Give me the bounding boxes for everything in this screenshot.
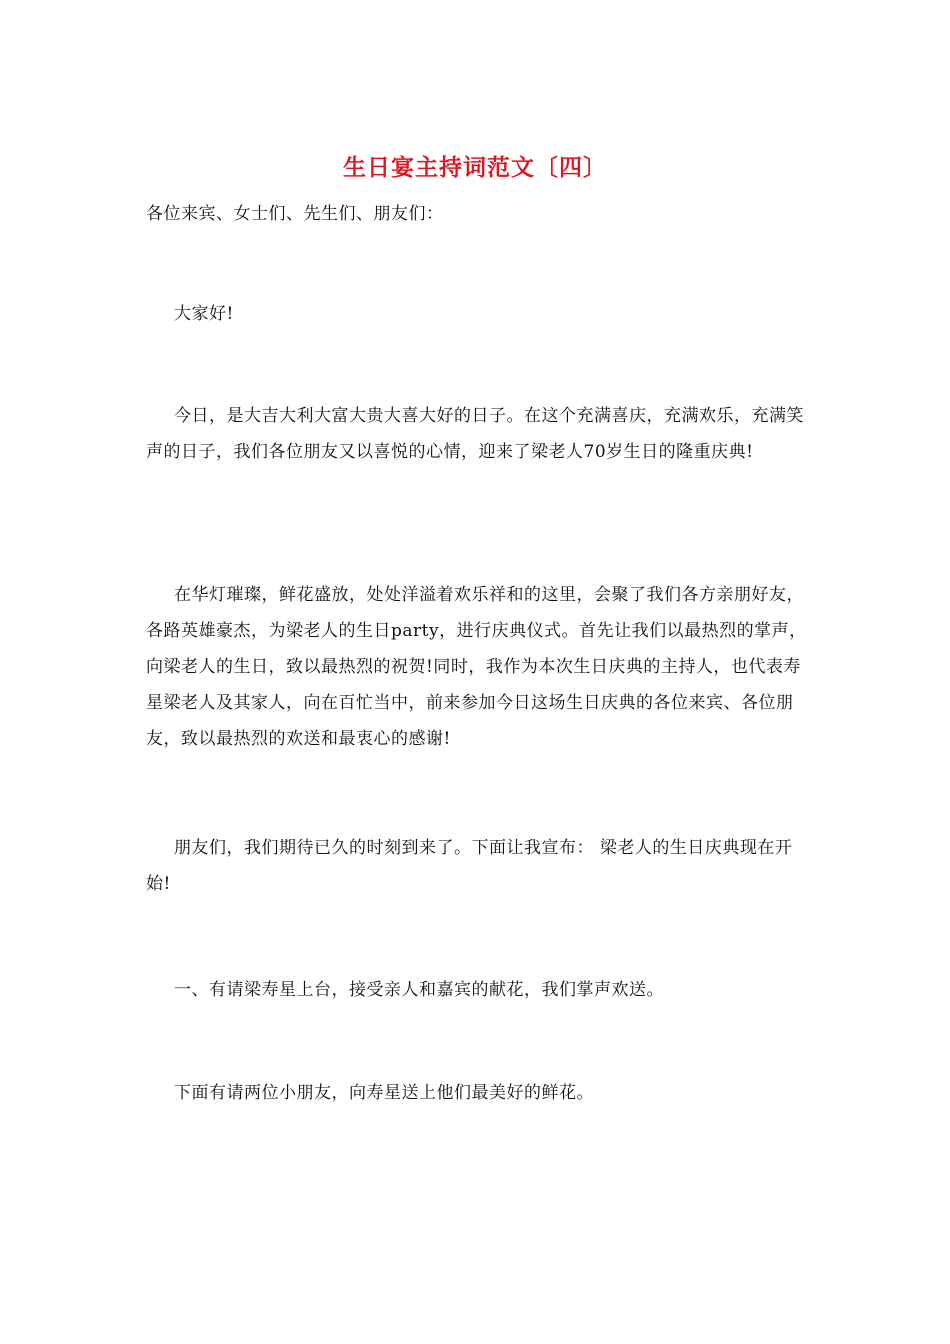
paragraph-celebration: 在华灯璀璨，鲜花盛放，处处洋溢着欢乐祥和的这里，会聚了我们各方亲朋好友，各路英雄豪杰，为梁老人的生日party，进行庆典仪式。首先让我们以最热烈的掌声，向梁老人的生日，致以最热烈的祝贺!同时，我作为本次生日庆典的主持人，也代表寿星梁老人及其家人，向在百忙当中，前来参加今日这场生日庆典的各位来宾、各位朋友，致以最热烈的欢送和最衷心的感谢!: [146, 585, 807, 749]
paragraph-step-one: 一、有请梁寿星上台，接受亲人和嘉宾的献花，我们掌声欢送。: [174, 980, 664, 1000]
paragraph-announcement: 朋友们，我们期待已久的时刻到来了。下面让我宣布： 梁老人的生日庆典现在开始!: [146, 838, 793, 894]
paragraph-flowers: 下面有请两位小朋友，向寿星送上他们最美好的鲜花。: [174, 1083, 594, 1103]
paragraph-greeting: 大家好!: [174, 304, 234, 324]
paragraph-opening: 今日，是大吉大利大富大贵大喜大好的日子。在这个充满喜庆，充满欢乐，充满笑声的日子，我们各位朋友又以喜悦的心情，迎来了梁老人70岁生日的隆重庆典!: [146, 406, 804, 462]
salutation: 各位来宾、女士们、先生们、朋友们：: [146, 204, 444, 224]
document-title: 生日宴主持词范文〔四〕: [343, 154, 607, 181]
